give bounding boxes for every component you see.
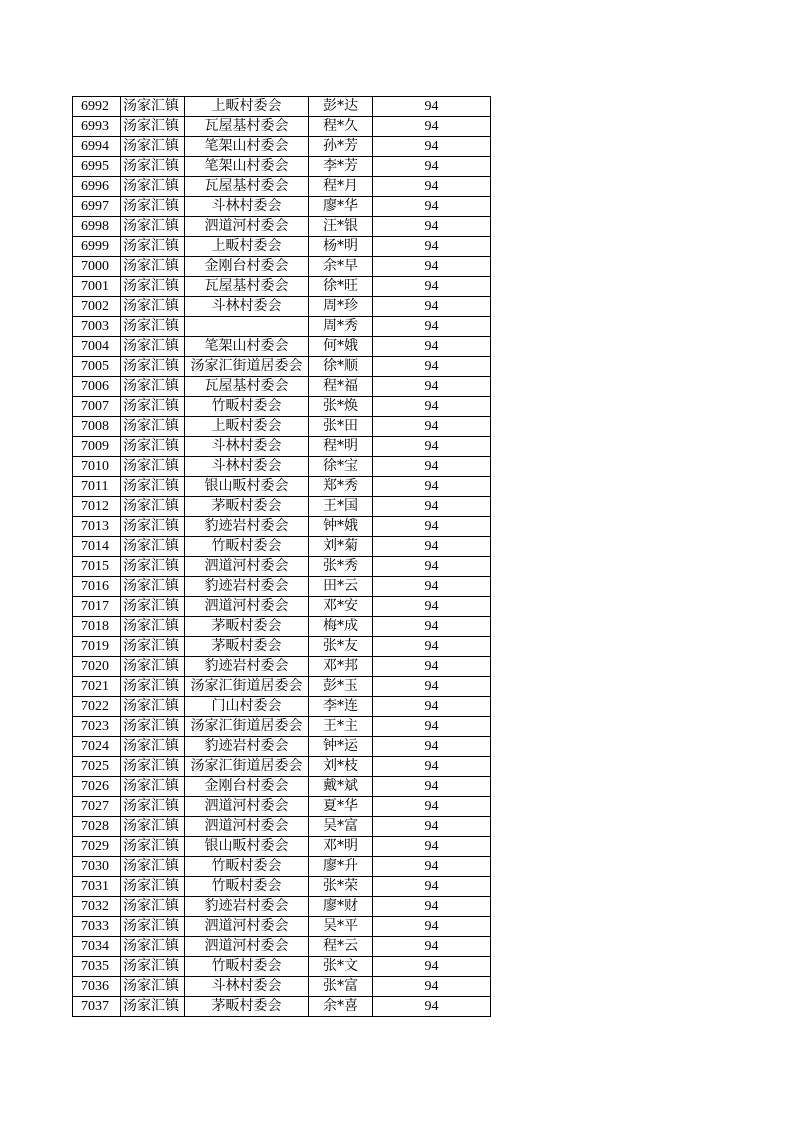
town-cell: 汤家汇镇: [121, 617, 185, 637]
person-name-cell: 李*芳: [309, 157, 373, 177]
score-cell: 94: [373, 557, 491, 577]
village-committee-cell: 泗道河村委会: [185, 597, 309, 617]
score-cell: 94: [373, 177, 491, 197]
village-committee-cell: 汤家汇街道居委会: [185, 717, 309, 737]
row-number-cell: 7032: [73, 897, 121, 917]
row-number-cell: 7025: [73, 757, 121, 777]
person-name-cell: 邓*安: [309, 597, 373, 617]
score-cell: 94: [373, 897, 491, 917]
table-row: [73, 97, 491, 117]
village-committee-cell: 茅畈村委会: [185, 497, 309, 517]
town-cell: 汤家汇镇: [121, 237, 185, 257]
town-cell: 汤家汇镇: [121, 597, 185, 617]
table-row: [73, 957, 491, 977]
table-row: [73, 577, 491, 597]
score-cell: 94: [373, 677, 491, 697]
town-cell: 汤家汇镇: [121, 697, 185, 717]
score-cell: 94: [373, 617, 491, 637]
table-row: [73, 997, 491, 1017]
row-number-cell: 7036: [73, 977, 121, 997]
table-row: [73, 517, 491, 537]
row-number-cell: 7022: [73, 697, 121, 717]
town-cell: 汤家汇镇: [121, 657, 185, 677]
row-number-cell: 7035: [73, 957, 121, 977]
score-cell: 94: [373, 697, 491, 717]
table-row: [73, 837, 491, 857]
person-name-cell: 张*文: [309, 957, 373, 977]
row-number-cell: 7007: [73, 397, 121, 417]
row-number-cell: 7029: [73, 837, 121, 857]
person-name-cell: 徐*旺: [309, 277, 373, 297]
village-committee-cell: 泗道河村委会: [185, 817, 309, 837]
village-committee-cell: 瓦屋基村委会: [185, 177, 309, 197]
row-number-cell: 6992: [73, 97, 121, 117]
row-number-cell: 7004: [73, 337, 121, 357]
table-row: [73, 177, 491, 197]
row-number-cell: 7014: [73, 537, 121, 557]
town-cell: 汤家汇镇: [121, 257, 185, 277]
town-cell: 汤家汇镇: [121, 977, 185, 997]
person-name-cell: 程*久: [309, 117, 373, 137]
table-row: [73, 457, 491, 477]
town-cell: 汤家汇镇: [121, 177, 185, 197]
score-cell: 94: [373, 117, 491, 137]
table-row: [73, 717, 491, 737]
village-committee-cell: 汤家汇街道居委会: [185, 677, 309, 697]
table-row: [73, 117, 491, 137]
person-name-cell: 钟*运: [309, 737, 373, 757]
table-row: [73, 377, 491, 397]
village-committee-cell: 金刚台村委会: [185, 257, 309, 277]
score-cell: 94: [373, 657, 491, 677]
score-cell: 94: [373, 717, 491, 737]
town-cell: 汤家汇镇: [121, 377, 185, 397]
row-number-cell: 7008: [73, 417, 121, 437]
person-name-cell: 郑*秀: [309, 477, 373, 497]
person-name-cell: 廖*升: [309, 857, 373, 877]
table-row: [73, 137, 491, 157]
village-committee-cell: 笔架山村委会: [185, 137, 309, 157]
town-cell: 汤家汇镇: [121, 537, 185, 557]
score-cell: 94: [373, 317, 491, 337]
person-name-cell: 梅*成: [309, 617, 373, 637]
person-name-cell: 刘*枝: [309, 757, 373, 777]
person-name-cell: 李*连: [309, 697, 373, 717]
town-cell: 汤家汇镇: [121, 717, 185, 737]
town-cell: 汤家汇镇: [121, 997, 185, 1017]
town-cell: 汤家汇镇: [121, 437, 185, 457]
table-row: [73, 497, 491, 517]
village-committee-cell: 汤家汇街道居委会: [185, 757, 309, 777]
town-cell: 汤家汇镇: [121, 877, 185, 897]
town-cell: 汤家汇镇: [121, 637, 185, 657]
town-cell: 汤家汇镇: [121, 757, 185, 777]
village-committee-cell: 竹畈村委会: [185, 877, 309, 897]
village-committee-cell: 笔架山村委会: [185, 337, 309, 357]
row-number-cell: 7001: [73, 277, 121, 297]
town-cell: 汤家汇镇: [121, 337, 185, 357]
village-committee-cell: 斗林村委会: [185, 977, 309, 997]
score-cell: 94: [373, 957, 491, 977]
town-cell: 汤家汇镇: [121, 457, 185, 477]
village-committee-cell: 泗道河村委会: [185, 557, 309, 577]
town-cell: 汤家汇镇: [121, 477, 185, 497]
score-cell: 94: [373, 197, 491, 217]
table-row: [73, 537, 491, 557]
row-number-cell: 6996: [73, 177, 121, 197]
table-row: [73, 677, 491, 697]
table-row: [73, 357, 491, 377]
village-committee-cell: 瓦屋基村委会: [185, 277, 309, 297]
village-committee-cell: 瓦屋基村委会: [185, 117, 309, 137]
person-name-cell: 王*主: [309, 717, 373, 737]
town-cell: 汤家汇镇: [121, 157, 185, 177]
town-cell: 汤家汇镇: [121, 917, 185, 937]
town-cell: 汤家汇镇: [121, 777, 185, 797]
row-number-cell: 7030: [73, 857, 121, 877]
village-committee-cell: 茅畈村委会: [185, 617, 309, 637]
person-name-cell: 张*田: [309, 417, 373, 437]
town-cell: 汤家汇镇: [121, 517, 185, 537]
town-cell: 汤家汇镇: [121, 937, 185, 957]
village-committee-cell: 金刚台村委会: [185, 777, 309, 797]
row-number-cell: 7005: [73, 357, 121, 377]
village-committee-cell: 豹迹岩村委会: [185, 737, 309, 757]
village-committee-cell: 豹迹岩村委会: [185, 657, 309, 677]
score-cell: 94: [373, 337, 491, 357]
town-cell: 汤家汇镇: [121, 957, 185, 977]
town-cell: 汤家汇镇: [121, 897, 185, 917]
person-name-cell: 廖*财: [309, 897, 373, 917]
person-name-cell: 周*秀: [309, 317, 373, 337]
town-cell: 汤家汇镇: [121, 97, 185, 117]
table-row: [73, 197, 491, 217]
score-cell: 94: [373, 857, 491, 877]
score-cell: 94: [373, 537, 491, 557]
village-committee-cell: 泗道河村委会: [185, 937, 309, 957]
town-cell: 汤家汇镇: [121, 577, 185, 597]
town-cell: 汤家汇镇: [121, 797, 185, 817]
village-committee-cell: 斗林村委会: [185, 457, 309, 477]
person-name-cell: 杨*明: [309, 237, 373, 257]
table-row: [73, 257, 491, 277]
town-cell: 汤家汇镇: [121, 817, 185, 837]
score-cell: 94: [373, 597, 491, 617]
village-committee-cell: 竹畈村委会: [185, 957, 309, 977]
table-row: [73, 597, 491, 617]
score-cell: 94: [373, 937, 491, 957]
table-row: [73, 817, 491, 837]
table-row: [73, 977, 491, 997]
village-committee-cell: 茅畈村委会: [185, 997, 309, 1017]
score-cell: 94: [373, 777, 491, 797]
person-name-cell: 王*国: [309, 497, 373, 517]
table-row: [73, 937, 491, 957]
score-cell: 94: [373, 637, 491, 657]
table-row: [73, 797, 491, 817]
row-number-cell: 7000: [73, 257, 121, 277]
table-row: [73, 157, 491, 177]
score-cell: 94: [373, 457, 491, 477]
person-name-cell: 徐*宝: [309, 457, 373, 477]
village-committee-cell: 竹畈村委会: [185, 857, 309, 877]
score-cell: 94: [373, 397, 491, 417]
person-name-cell: 田*云: [309, 577, 373, 597]
score-cell: 94: [373, 977, 491, 997]
town-cell: 汤家汇镇: [121, 677, 185, 697]
score-cell: 94: [373, 517, 491, 537]
row-number-cell: 7016: [73, 577, 121, 597]
person-name-cell: 戴*斌: [309, 777, 373, 797]
row-number-cell: 6998: [73, 217, 121, 237]
row-number-cell: 7006: [73, 377, 121, 397]
score-cell: 94: [373, 137, 491, 157]
table-row: [73, 557, 491, 577]
score-cell: 94: [373, 737, 491, 757]
table-row: [73, 737, 491, 757]
person-name-cell: 彭*玉: [309, 677, 373, 697]
table-row: [73, 417, 491, 437]
table-row: [73, 317, 491, 337]
row-number-cell: 6999: [73, 237, 121, 257]
table-row: [73, 757, 491, 777]
row-number-cell: 6994: [73, 137, 121, 157]
score-cell: 94: [373, 357, 491, 377]
town-cell: 汤家汇镇: [121, 857, 185, 877]
person-name-cell: 彭*达: [309, 97, 373, 117]
person-name-cell: 刘*菊: [309, 537, 373, 557]
score-cell: 94: [373, 437, 491, 457]
score-cell: 94: [373, 997, 491, 1017]
row-number-cell: 7009: [73, 437, 121, 457]
row-number-cell: 7031: [73, 877, 121, 897]
village-committee-cell: 汤家汇街道居委会: [185, 357, 309, 377]
roster-table-body: [73, 97, 491, 1017]
town-cell: 汤家汇镇: [121, 277, 185, 297]
row-number-cell: 7027: [73, 797, 121, 817]
table-row: [73, 277, 491, 297]
village-committee-cell: 斗林村委会: [185, 197, 309, 217]
person-name-cell: 余*早: [309, 257, 373, 277]
table-row: [73, 917, 491, 937]
person-name-cell: 张*秀: [309, 557, 373, 577]
score-cell: 94: [373, 97, 491, 117]
town-cell: 汤家汇镇: [121, 557, 185, 577]
town-cell: 汤家汇镇: [121, 737, 185, 757]
row-number-cell: 6995: [73, 157, 121, 177]
person-name-cell: 汪*银: [309, 217, 373, 237]
row-number-cell: 7021: [73, 677, 121, 697]
person-name-cell: 张*友: [309, 637, 373, 657]
village-committee-cell: 银山畈村委会: [185, 477, 309, 497]
town-cell: 汤家汇镇: [121, 417, 185, 437]
person-name-cell: 徐*顺: [309, 357, 373, 377]
town-cell: 汤家汇镇: [121, 497, 185, 517]
village-committee-cell: 竹畈村委会: [185, 397, 309, 417]
roster-table: [72, 96, 491, 1017]
table-row: [73, 397, 491, 417]
town-cell: 汤家汇镇: [121, 197, 185, 217]
town-cell: 汤家汇镇: [121, 837, 185, 857]
row-number-cell: 6993: [73, 117, 121, 137]
table-row: [73, 617, 491, 637]
row-number-cell: 7037: [73, 997, 121, 1017]
village-committee-cell: 上畈村委会: [185, 237, 309, 257]
score-cell: 94: [373, 297, 491, 317]
row-number-cell: 7010: [73, 457, 121, 477]
table-row: [73, 877, 491, 897]
score-cell: 94: [373, 797, 491, 817]
table-row: [73, 237, 491, 257]
table-row: [73, 697, 491, 717]
row-number-cell: 7003: [73, 317, 121, 337]
table-row: [73, 437, 491, 457]
village-committee-cell: 银山畈村委会: [185, 837, 309, 857]
table-row: [73, 657, 491, 677]
row-number-cell: 7013: [73, 517, 121, 537]
table-row: [73, 857, 491, 877]
score-cell: 94: [373, 497, 491, 517]
row-number-cell: 7028: [73, 817, 121, 837]
table-row: [73, 337, 491, 357]
row-number-cell: 7002: [73, 297, 121, 317]
village-committee-cell: 上畈村委会: [185, 97, 309, 117]
person-name-cell: 钟*娥: [309, 517, 373, 537]
score-cell: 94: [373, 837, 491, 857]
person-name-cell: 孙*芳: [309, 137, 373, 157]
village-committee-cell: 斗林村委会: [185, 437, 309, 457]
row-number-cell: 7020: [73, 657, 121, 677]
village-committee-cell: 泗道河村委会: [185, 797, 309, 817]
town-cell: 汤家汇镇: [121, 297, 185, 317]
person-name-cell: 张*荣: [309, 877, 373, 897]
village-committee-cell: 泗道河村委会: [185, 917, 309, 937]
row-number-cell: 7018: [73, 617, 121, 637]
village-committee-cell: [185, 317, 309, 337]
person-name-cell: 张*富: [309, 977, 373, 997]
score-cell: 94: [373, 417, 491, 437]
row-number-cell: 7026: [73, 777, 121, 797]
row-number-cell: 7019: [73, 637, 121, 657]
row-number-cell: 7024: [73, 737, 121, 757]
town-cell: 汤家汇镇: [121, 317, 185, 337]
person-name-cell: 程*福: [309, 377, 373, 397]
table-row: [73, 477, 491, 497]
score-cell: 94: [373, 477, 491, 497]
village-committee-cell: 斗林村委会: [185, 297, 309, 317]
person-name-cell: 何*娥: [309, 337, 373, 357]
score-cell: 94: [373, 757, 491, 777]
village-committee-cell: 竹畈村委会: [185, 537, 309, 557]
table-row: [73, 637, 491, 657]
village-committee-cell: 笔架山村委会: [185, 157, 309, 177]
person-name-cell: 程*明: [309, 437, 373, 457]
row-number-cell: 7011: [73, 477, 121, 497]
village-committee-cell: 瓦屋基村委会: [185, 377, 309, 397]
score-cell: 94: [373, 237, 491, 257]
score-cell: 94: [373, 877, 491, 897]
score-cell: 94: [373, 217, 491, 237]
person-name-cell: 程*月: [309, 177, 373, 197]
village-committee-cell: 茅畈村委会: [185, 637, 309, 657]
table-row: [73, 777, 491, 797]
score-cell: 94: [373, 377, 491, 397]
table-row: [73, 217, 491, 237]
village-committee-cell: 泗道河村委会: [185, 217, 309, 237]
row-number-cell: 7012: [73, 497, 121, 517]
score-cell: 94: [373, 917, 491, 937]
person-name-cell: 余*喜: [309, 997, 373, 1017]
person-name-cell: 邓*明: [309, 837, 373, 857]
score-cell: 94: [373, 817, 491, 837]
row-number-cell: 7015: [73, 557, 121, 577]
person-name-cell: 邓*邦: [309, 657, 373, 677]
row-number-cell: 7034: [73, 937, 121, 957]
person-name-cell: 周*珍: [309, 297, 373, 317]
score-cell: 94: [373, 157, 491, 177]
village-committee-cell: 豹迹岩村委会: [185, 577, 309, 597]
score-cell: 94: [373, 577, 491, 597]
person-name-cell: 吴*平: [309, 917, 373, 937]
town-cell: 汤家汇镇: [121, 137, 185, 157]
table-row: [73, 297, 491, 317]
row-number-cell: 7033: [73, 917, 121, 937]
row-number-cell: 6997: [73, 197, 121, 217]
person-name-cell: 张*焕: [309, 397, 373, 417]
person-name-cell: 程*云: [309, 937, 373, 957]
row-number-cell: 7017: [73, 597, 121, 617]
town-cell: 汤家汇镇: [121, 117, 185, 137]
person-name-cell: 夏*华: [309, 797, 373, 817]
village-committee-cell: 上畈村委会: [185, 417, 309, 437]
row-number-cell: 7023: [73, 717, 121, 737]
town-cell: 汤家汇镇: [121, 217, 185, 237]
village-committee-cell: 豹迹岩村委会: [185, 517, 309, 537]
person-name-cell: 吴*富: [309, 817, 373, 837]
town-cell: 汤家汇镇: [121, 397, 185, 417]
town-cell: 汤家汇镇: [121, 357, 185, 377]
village-committee-cell: 豹迹岩村委会: [185, 897, 309, 917]
person-name-cell: 廖*华: [309, 197, 373, 217]
table-row: [73, 897, 491, 917]
score-cell: 94: [373, 257, 491, 277]
village-committee-cell: 门山村委会: [185, 697, 309, 717]
score-cell: 94: [373, 277, 491, 297]
